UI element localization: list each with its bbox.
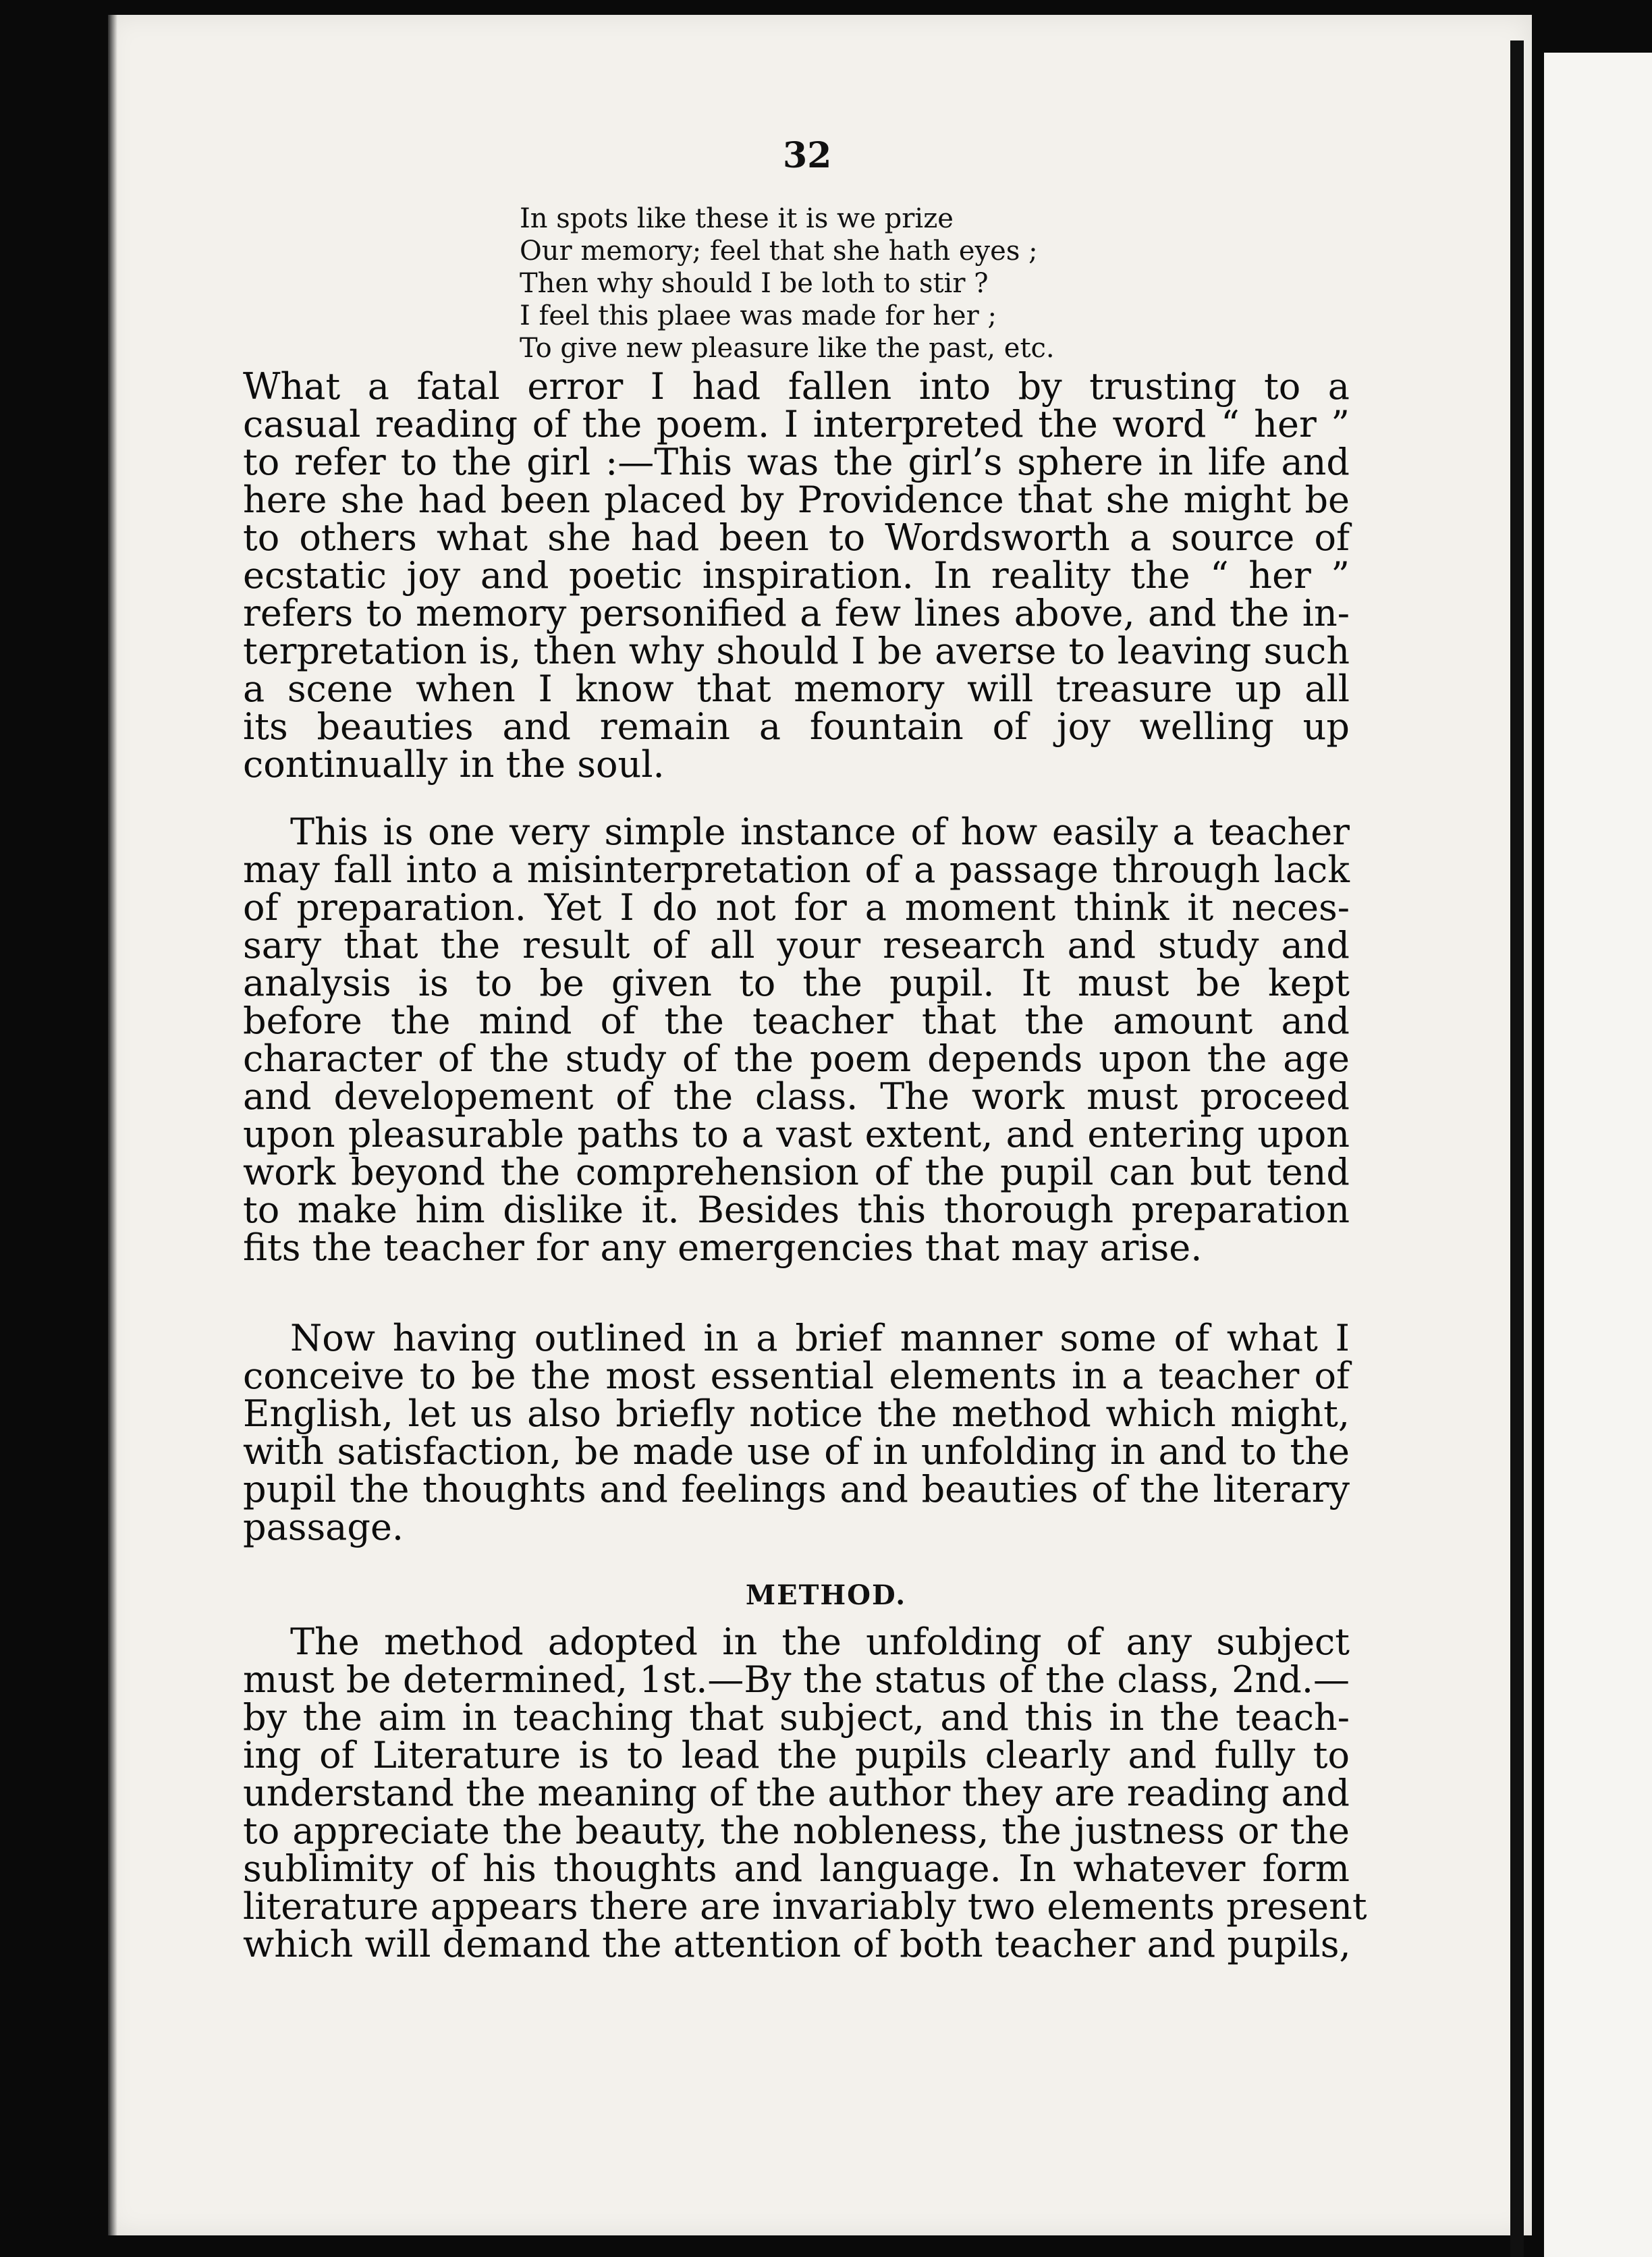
page-number: 32 xyxy=(783,135,832,176)
paragraph-fatal-error xyxy=(243,365,1350,786)
text-line: Now having outlined in a brief manner some of what I xyxy=(290,1317,1350,1359)
text-line: conceive to be the most essential elements in a teacher of xyxy=(243,1355,1350,1397)
verse-line: I feel this plaee was made for her ; xyxy=(520,300,997,331)
text-line: pupil the thoughts and feelings and beauties of the literary xyxy=(243,1468,1350,1511)
text-line: may fall into a misinterpretation of a passage through lack xyxy=(243,848,1350,891)
text-line: This is one very simple instance of how easily a teacher xyxy=(290,811,1350,853)
next-page-leaf xyxy=(1544,53,1652,2257)
text-line: literature appears there are invariably two elements present xyxy=(243,1885,1367,1928)
text-line: What a fatal error I had fallen into by trusting to a xyxy=(243,365,1350,408)
text-line: upon pleasurable paths to a vast extent, and entering upon xyxy=(243,1113,1350,1155)
verse-line: In spots like these it is we prize xyxy=(520,203,954,234)
page-binding-shadow xyxy=(108,15,117,2235)
verse-line: Our memory; feel that she hath eyes ; xyxy=(520,236,1038,267)
text-line: continually in the soul. xyxy=(243,743,665,786)
text-line: with satisfaction, be made use of in unfolding in and to the xyxy=(243,1430,1350,1473)
section-heading: METHOD. xyxy=(745,1579,907,1611)
verse-quote xyxy=(520,202,1194,364)
text-line: sary that the result of all your research and study and xyxy=(243,924,1350,967)
text-line: to refer to the girl :—This was the girl’s sphere in life and xyxy=(243,441,1350,483)
text-line: here she had been placed by Providence that she might be xyxy=(243,479,1350,521)
text-line: its beauties and remain a fountain of joy welling up xyxy=(243,705,1350,748)
text-line: which will demand the attention of both teacher and pupils, xyxy=(243,1923,1351,1965)
text-line: analysis is to be given to the pupil. It must be kept xyxy=(243,962,1350,1004)
text-line: work beyond the comprehension of the pupil can but tend xyxy=(243,1151,1350,1193)
text-line: sublimity of his thoughts and language. In whatever form xyxy=(243,1847,1350,1890)
text-line: and developement of the class. The work must proceed xyxy=(243,1075,1350,1118)
text-line: casual reading of the poem. I interpreted the word “ her ” xyxy=(243,403,1350,445)
text-line: ecstatic joy and poetic inspiration. In reality the “ her ” xyxy=(243,554,1350,597)
text-line: understand the meaning of the author they are reading and xyxy=(243,1772,1350,1814)
text-line: refers to memory personified a few lines above, and the in- xyxy=(243,592,1350,634)
text-line: English, let us also briefly notice the method which might, xyxy=(243,1392,1350,1435)
paragraph-simple-instance xyxy=(243,813,1350,1267)
text-line: character of the study of the poem depends upon the age xyxy=(243,1037,1350,1080)
paragraph-outline xyxy=(243,1317,1350,1548)
text-line: terpretation is, then why should I be averse to leaving such xyxy=(243,630,1350,672)
paragraph-method xyxy=(243,1621,1367,1965)
text-line: of preparation. Yet I do not for a moment think it neces- xyxy=(243,886,1350,929)
text-line: fits the teacher for any emergencies that may arise. xyxy=(243,1226,1203,1269)
verse-line: To give new pleasure like the past, etc. xyxy=(520,333,1055,364)
text-line: to appreciate the beauty, the nobleness, the justness or the xyxy=(243,1810,1350,1852)
text-line: ing of Literature is to lead the pupils clearly and fully to xyxy=(243,1734,1350,1776)
text-line: to others what she had been to Wordsworth a source of xyxy=(243,516,1350,559)
page-edge xyxy=(1510,40,1524,2257)
verse-line: Then why should I be loth to stir ? xyxy=(520,268,989,299)
text-line: to make him dislike it. Besides this thorough preparation xyxy=(243,1189,1350,1231)
text-line: The method adopted in the unfolding of any subject xyxy=(290,1621,1350,1663)
text-line: by the aim in teaching that subject, and this in the teach- xyxy=(243,1696,1350,1739)
text-line: a scene when I know that memory will treasure up all xyxy=(243,668,1350,710)
text-line: passage. xyxy=(243,1506,404,1548)
text-line: must be determined, 1st.—By the status of the class, 2nd.— xyxy=(243,1658,1350,1701)
text-line: before the mind of the teacher that the amount and xyxy=(243,1000,1350,1042)
